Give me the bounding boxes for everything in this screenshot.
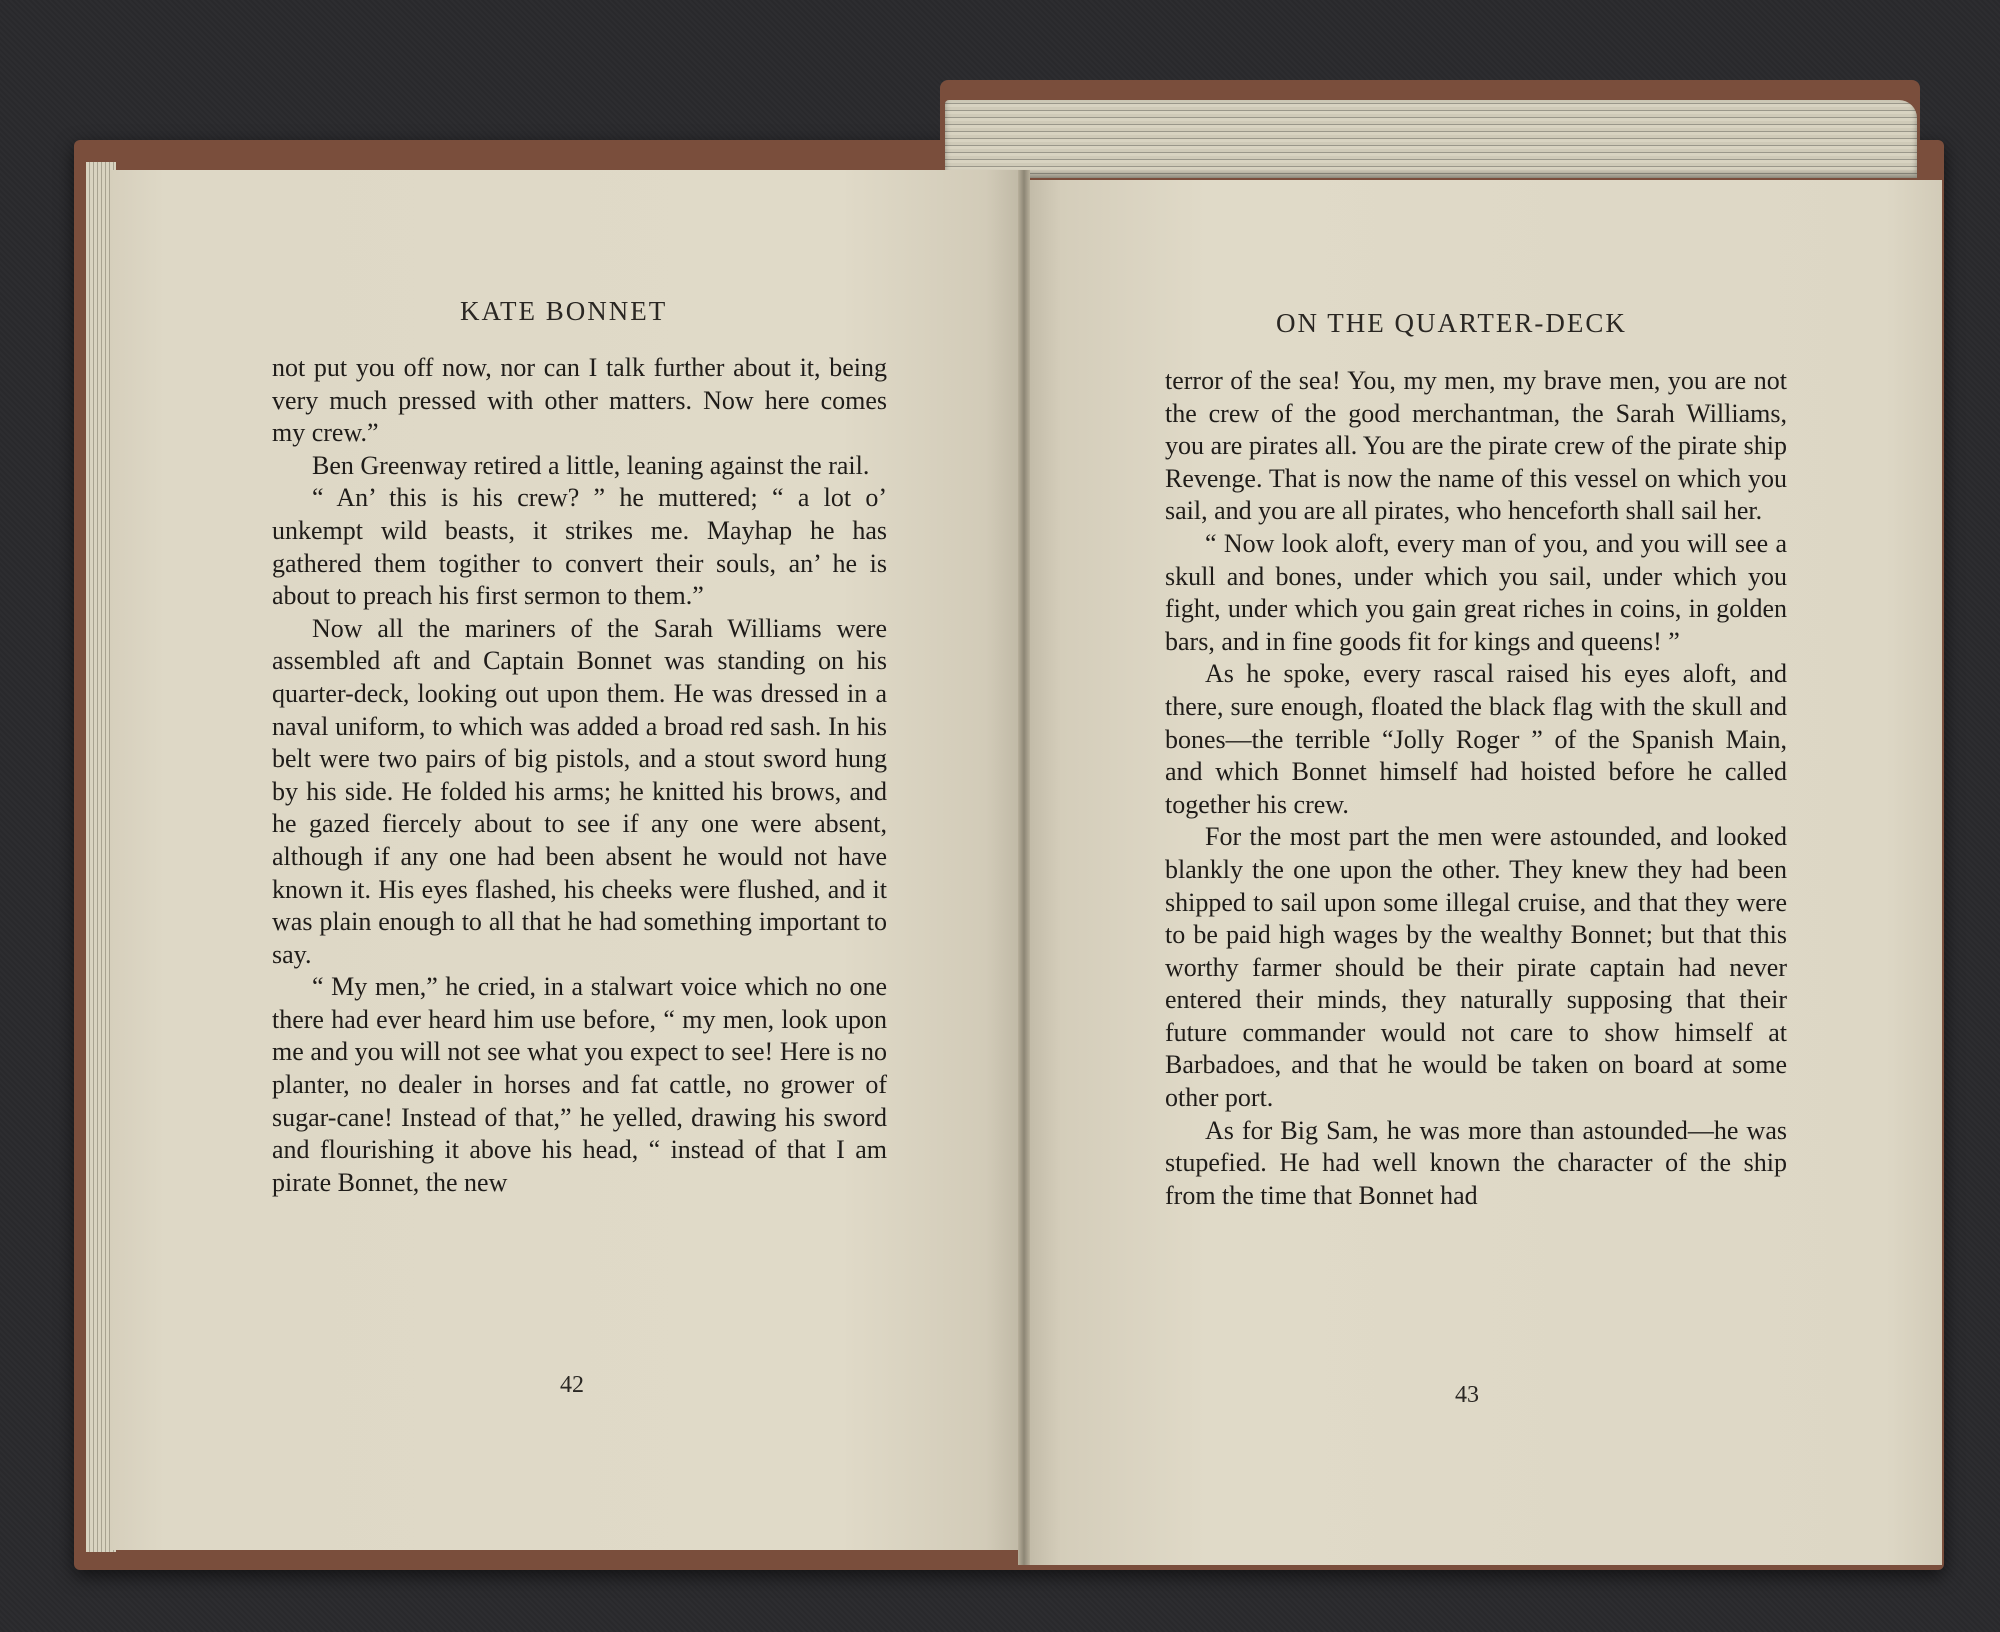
- left-page-text: [272, 352, 887, 1199]
- right-paragraph-1: terror of the sea! You, my men, my brave men, you are not the crew of the good merchantman, the Sarah Williams, you are pirates all. You are the pirate crew of the pirate ship Revenge. That is now the name of this vessel on which you sail, and you are all pirates, who henceforth shall sail her.: [1165, 366, 1787, 526]
- page-block-edges: [945, 100, 1917, 178]
- left-page-number: 42: [560, 1372, 584, 1398]
- left-paragraph-4: Now all the mariners of the Sarah Williams were assembled aft and Captain Bonnet was standing on his quarter-deck, looking out upon them. He was dressed in a naval uniform, to which was added a broad red sash. In his belt were two pairs of big pistols, and a stout sword hung by his side. He folded his arms; he knitted his brows, and he gazed fiercely about to see if any one were absent, although if any one had been absent he would not have known it. His eyes flashed, his cheeks were flushed, and it was plain enough to all that he had something important to say.: [272, 613, 887, 969]
- left-paragraph-5: “ My men,” he cried, in a stalwart voice which no one there had ever heard him use before, “ my men, look upon me and you will not see what you expect to see! Here is no planter, no dealer in horses and fat cattle, no grower of sugar-cane! Instead of that,” he yelled, drawing his sword and flourishing it above his head, “ instead of that I am pirate Bonnet, the new: [272, 972, 887, 1197]
- left-paragraph-1: not put you off now, nor can I talk further about it, being very much pressed with other matters. Now here comes my crew.”: [272, 353, 887, 448]
- right-paragraph-4: For the most part the men were astounded, and looked blankly the one upon the other. They knew they had been shipped to sail upon some illegal cruise, and that they were to be paid high wages by the wealthy Bonnet; but that this worthy farmer should be their pirate captain had never entered their minds, they naturally supposing that their future commander would not care to show himself at Barbadoes, and that he would be taken on board at some other port.: [1165, 822, 1787, 1113]
- right-running-head: ON THE QUARTER-DECK: [1276, 308, 1627, 338]
- left-paragraph-3: “ An’ this is his crew? ” he muttered; “ a lot o’ unkempt wild beasts, it strikes me. Mayhap he has gathered them togither to convert their souls, an’ he is about to preach his first sermon to them.”: [272, 483, 887, 611]
- book-gutter: [1018, 170, 1030, 1565]
- right-page-text: [1165, 365, 1787, 1212]
- right-paragraph-5: As for Big Sam, he was more than astounded—he was stupefied. He had well known the character of the ship from the time that Bonnet had: [1165, 1115, 1787, 1210]
- right-paragraph-2: “ Now look aloft, every man of you, and you will see a skull and bones, under which you sail, under which you fight, under which you gain great riches in coins, in golden bars, and in fine goods fit for kings and queens! ”: [1165, 528, 1787, 656]
- left-running-head: KATE BONNET: [460, 296, 668, 326]
- right-paragraph-3: As he spoke, every rascal raised his eyes aloft, and there, sure enough, floated the black flag with the skull and bones—the terrible “Jolly Roger ” of the Spanish Main, and which Bonnet himself had hoisted before he called together his crew.: [1165, 659, 1787, 819]
- left-paragraph-2: Ben Greenway retired a little, leaning against the rail.: [312, 450, 870, 480]
- right-page-number: 43: [1455, 1382, 1479, 1408]
